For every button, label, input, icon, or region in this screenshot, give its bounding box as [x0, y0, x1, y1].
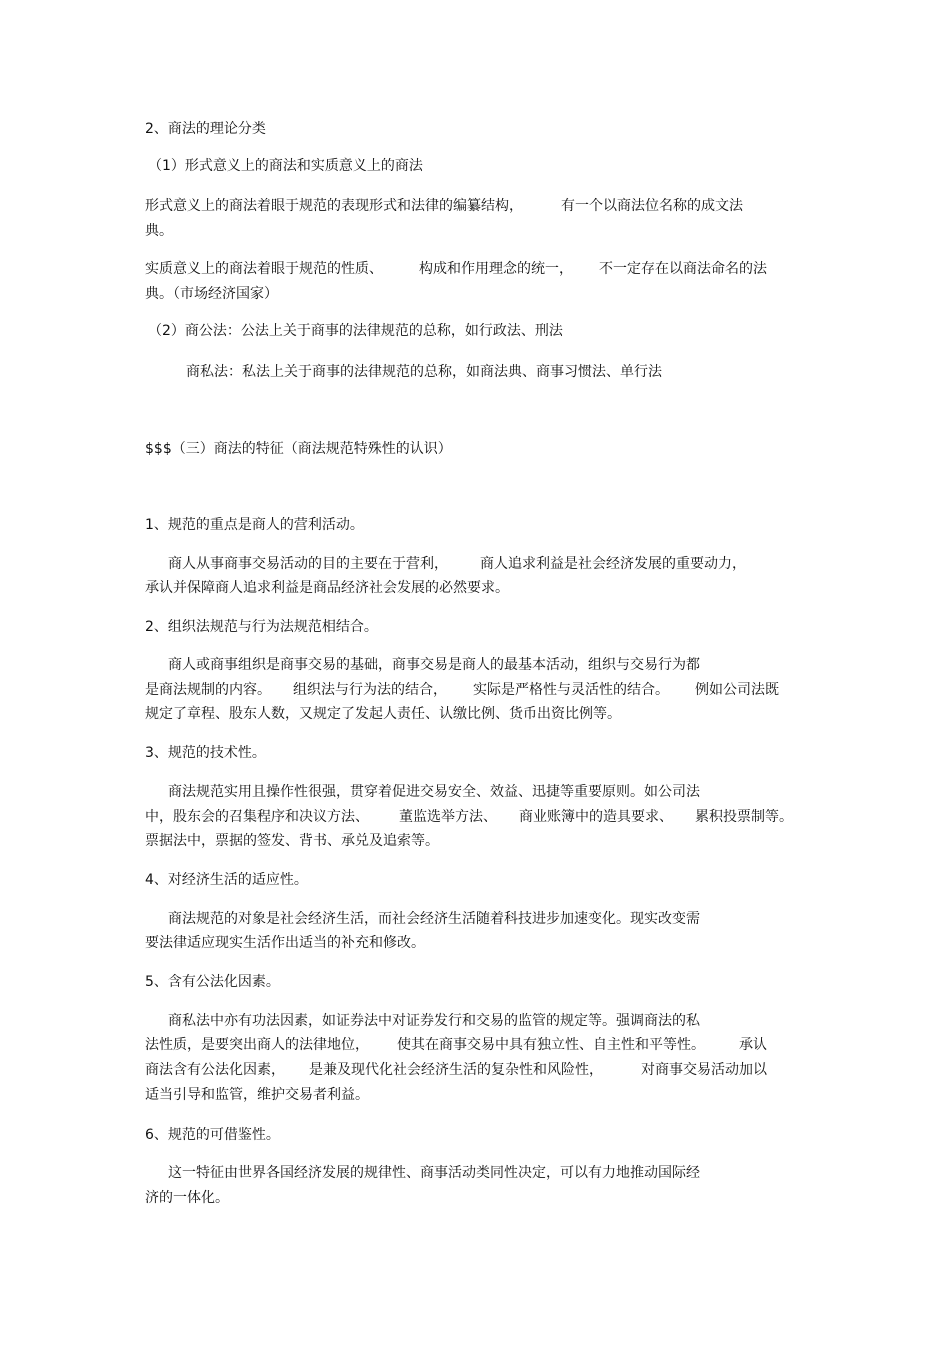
paragraph-line: 商法规范的对象是社会经济生活，而社会经济生活随着科技进步加速变化。现实改变需	[168, 911, 700, 927]
subsection-heading: （1）形式意义上的商法和实质意义上的商法	[148, 158, 423, 174]
paragraph-line	[145, 1036, 767, 1054]
text-segment: 董监选举方法、	[399, 809, 497, 825]
paragraph-line: 典。（市场经济国家）	[145, 286, 278, 302]
paragraph-line: 规定了章程、股东人数，又规定了发起人责任、认缴比例、货币出资比例等。	[145, 706, 621, 722]
paragraph-line: 要法律适应现实生活作出适当的补充和修改。	[145, 935, 425, 951]
paragraph-line: 商人或商事组织是商事交易的基础，商事交易是商人的最基本活动，组织与交易行为都	[168, 657, 700, 673]
text-segment: 中，股东会的召集程序和决议方法、	[145, 809, 369, 825]
text-segment: 例如公司法既	[695, 682, 779, 698]
text-segment: 承认	[739, 1037, 767, 1053]
text-segment: 有一个以商法位名称的成文法	[561, 198, 743, 214]
text-segment: 构成和作用理念的统一，	[419, 261, 573, 277]
paragraph-line: 承认并保障商人追求利益是商品经济社会发展的必然要求。	[145, 580, 509, 596]
paragraph-line: 典。	[145, 223, 173, 239]
text-segment: 是兼及现代化社会经济生活的复杂性和风险性，	[309, 1062, 603, 1078]
chapter-heading: $$$（三）商法的特征（商法规范特殊性的认识）	[145, 441, 452, 457]
section-heading: 2、商法的理论分类	[145, 121, 266, 137]
text-segment: 累积投票制等。	[695, 809, 793, 825]
text-segment: 对商事交易活动加以	[641, 1062, 767, 1078]
paragraph-line: 济的一体化。	[145, 1190, 229, 1206]
paragraph-line	[145, 681, 779, 699]
paragraph-line: 商私法：私法上关于商事的法律规范的总称，如商法典、商事习惯法、单行法	[186, 364, 662, 380]
text-segment: 商法含有公法化因素，	[145, 1062, 285, 1078]
text-segment: 不一定存在以商法命名的法	[599, 261, 767, 277]
paragraph-line	[145, 808, 793, 826]
paragraph-line	[145, 260, 767, 278]
feature-heading: 2、组织法规范与行为法规范相结合。	[145, 619, 378, 635]
text-segment: 形式意义上的商法着眼于规范的表现形式和法律的编纂结构，	[145, 198, 523, 214]
text-segment: 商人追求利益是社会经济发展的重要动力，	[480, 556, 746, 572]
text-segment: 实质意义上的商法着眼于规范的性质、	[145, 261, 383, 277]
subsection-heading: （2）商公法：公法上关于商事的法律规范的总称，如行政法、刑法	[148, 323, 563, 339]
feature-heading: 6、规范的可借鉴性。	[145, 1127, 280, 1143]
text-segment: 法性质，是要突出商人的法律地位，	[145, 1037, 369, 1053]
paragraph-line	[168, 555, 746, 573]
paragraph-line	[145, 1061, 767, 1079]
paragraph-line: 票据法中，票据的签发、背书、承兑及追索等。	[145, 833, 439, 849]
text-segment: 商人从事商事交易活动的目的主要在于营利，	[168, 556, 448, 572]
text-segment: 组织法与行为法的结合，	[293, 682, 447, 698]
text-segment: 是商法规制的内容。	[145, 682, 271, 698]
text-segment: 商业账簿中的造具要求、	[519, 809, 673, 825]
paragraph-line: 这一特征由世界各国经济发展的规律性、商事活动类同性决定，可以有力地推动国际经	[168, 1165, 700, 1181]
text-segment: 实际是严格性与灵活性的结合。	[473, 682, 669, 698]
feature-heading: 5、含有公法化因素。	[145, 974, 280, 990]
paragraph-line: 适当引导和监管，维护交易者利益。	[145, 1087, 369, 1103]
paragraph-line	[145, 197, 743, 215]
feature-heading: 1、规范的重点是商人的营利活动。	[145, 517, 364, 533]
feature-heading: 4、对经济生活的适应性。	[145, 872, 308, 888]
text-segment: 使其在商事交易中具有独立性、自主性和平等性。	[397, 1037, 705, 1053]
paragraph-line: 商法规范实用且操作性很强，贯穿着促进交易安全、效益、迅捷等重要原则。如公司法	[168, 784, 700, 800]
paragraph-line: 商私法中亦有功法因素，如证券法中对证券发行和交易的监管的规定等。强调商法的私	[168, 1013, 700, 1029]
feature-heading: 3、规范的技术性。	[145, 745, 266, 761]
